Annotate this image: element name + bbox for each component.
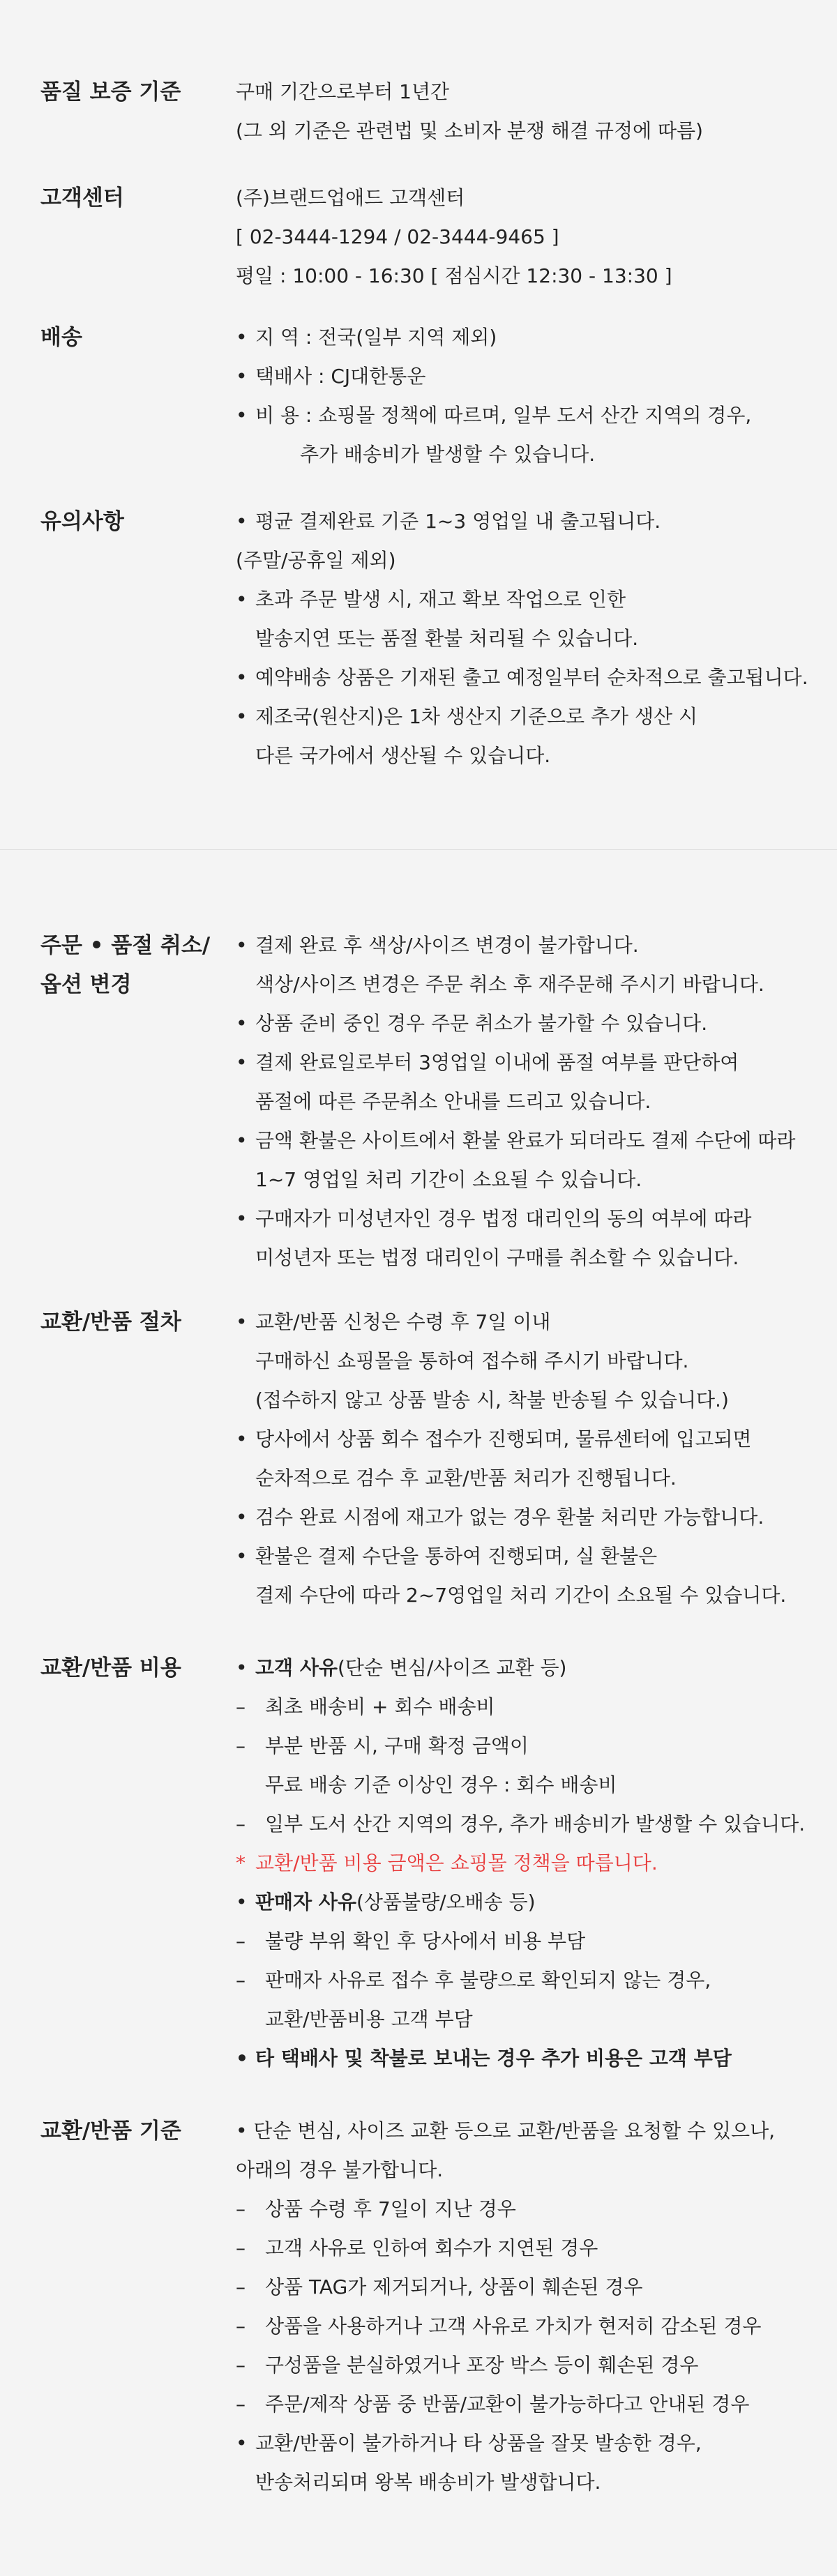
list-item-text: 구매자가 미성년자인 경우 법정 대리인의 동의 여부에 따라	[255, 1207, 752, 1230]
dash-item-text: 부분 반품 시, 구매 확정 금액이	[265, 1734, 529, 1757]
section-title: 유의사항	[40, 509, 124, 534]
list-item	[236, 2039, 822, 2078]
list-item-text: 결제 완료 후 색상/사이즈 변경이 불가합니다.	[255, 934, 639, 957]
dash-item	[236, 1727, 822, 1766]
section-body	[236, 1649, 822, 2078]
list-item	[236, 318, 822, 357]
list-item	[236, 1043, 822, 1082]
list-item	[236, 2112, 822, 2151]
dash-icon: –	[236, 1969, 246, 1992]
list-item-text: 당사에서 상품 회수 접수가 진행되며, 물류센터에 입고되면	[255, 1427, 752, 1450]
list-item-text: 제조국(원산지)은 1차 생산지 기준으로 추가 생산 시	[255, 705, 698, 728]
list-item	[236, 502, 822, 541]
list-item-text: 단순 변심, 사이즈 교환 등으로 교환/반품을 요청할 수 있으나,	[253, 2119, 776, 2142]
dash-item-continuation: 무료 배송 기준 이상인 경우 : 회수 배송비	[265, 1773, 617, 1796]
list-item-text: 환불은 결제 수단을 통하여 진행되며, 실 환불은	[255, 1545, 658, 1568]
list-item	[236, 1537, 822, 1576]
dash-item-text: 불량 부위 확인 후 당사에서 비용 부담	[265, 1930, 586, 1953]
bullet-icon: •	[236, 1545, 248, 1568]
cost-policy-warning	[236, 1844, 822, 1883]
list-item-text: 초과 주문 발생 시, 재고 확보 작업으로 인한	[255, 588, 626, 611]
phone-numbers: [ 02-3444-1294 / 02-3444-9465 ]	[236, 225, 559, 248]
dash-icon: –	[236, 2275, 246, 2298]
warning-text: 교환/반품 비용 금액은 쇼핑몰 정책을 따릅니다.	[255, 1851, 658, 1874]
list-item	[236, 1420, 822, 1459]
list-item-continuation: 색상/사이즈 변경은 주문 취소 후 재주문해 주시기 바랍니다.	[255, 973, 764, 996]
list-item-text: 교환/반품이 불가하거나 타 상품을 잘못 발송한 경우,	[255, 2432, 702, 2455]
bullet-icon: •	[236, 1012, 248, 1035]
dash-item-text: 구성품을 분실하였거나 포장 박스 등이 훼손된 경우	[265, 2354, 699, 2377]
dash-item-text: 상품을 사용하거나 고객 사유로 가치가 현저히 감소된 경우	[265, 2314, 762, 2338]
dash-icon: –	[236, 2354, 246, 2377]
dash-icon: –	[236, 2236, 246, 2259]
dash-item	[236, 2385, 822, 2424]
bullet-icon: •	[236, 934, 248, 957]
section-body	[236, 1303, 822, 1615]
list-item-continuation: 품절에 따른 주문취소 안내를 드리고 있습니다.	[255, 1090, 651, 1113]
list-item-text: 상품 준비 중인 경우 주문 취소가 불가할 수 있습니다.	[255, 1012, 708, 1035]
section-body	[236, 926, 822, 1278]
bullet-icon: •	[236, 404, 248, 427]
dash-item-text: 상품 TAG가 제거되거나, 상품이 훼손된 경우	[265, 2275, 643, 2298]
seller-reason-label: 판매자 사유	[255, 1891, 356, 1914]
list-item-continuation: 반송처리되며 왕복 배송비가 발생합니다.	[255, 2471, 601, 2494]
bullet-icon: •	[236, 1656, 248, 1679]
bullet-icon: •	[236, 588, 248, 611]
dash-icon: –	[236, 1812, 246, 1835]
list-item-text: 비 용 : 쇼핑몰 정책에 따르며, 일부 도서 산간 지역의 경우,	[255, 404, 752, 427]
bullet-icon: •	[236, 666, 248, 689]
section-body	[236, 73, 822, 151]
section-title: 고객센터	[40, 185, 124, 211]
list-item-continuation: 결제 수단에 따라 2~7영업일 처리 기간이 소요될 수 있습니다.	[255, 1584, 787, 1607]
dash-icon: –	[236, 2314, 246, 2338]
dash-icon: –	[236, 1734, 246, 1757]
section-title: 교환/반품 기준	[40, 2119, 181, 2144]
dash-item-text: 고객 사유로 인하여 회수가 지연된 경우	[265, 2236, 598, 2259]
section-body	[236, 318, 822, 474]
list-item	[236, 1121, 822, 1160]
list-item-text: 지 역 : 전국(일부 지역 제외)	[255, 326, 497, 349]
bullet-icon: •	[236, 1051, 248, 1074]
section-body	[236, 502, 822, 775]
bullet-icon: •	[236, 1506, 248, 1529]
list-item	[236, 1649, 822, 1688]
dash-item-text: 상품 수령 후 7일이 지난 경우	[265, 2197, 516, 2220]
dash-icon: –	[236, 2393, 246, 2416]
dash-item	[236, 2268, 822, 2307]
dash-item	[236, 1688, 822, 1727]
dash-icon: –	[236, 2197, 246, 2220]
list-item-text: 택배사 : CJ대한통운	[255, 365, 426, 388]
bullet-icon: •	[236, 2119, 248, 2142]
text-line: 구매 기간으로부터 1년간	[236, 80, 450, 103]
asterisk-icon: *	[236, 1851, 246, 1874]
dash-item-text: 일부 도서 산간 지역의 경우, 추가 배송비가 발생할 수 있습니다.	[265, 1812, 806, 1835]
dash-item	[236, 2307, 822, 2346]
section-body	[236, 2112, 822, 2502]
dash-item	[236, 2346, 822, 2385]
list-item-continuation: 다른 국가에서 생산될 수 있습니다.	[255, 744, 551, 767]
list-item	[236, 357, 822, 396]
bullet-icon: •	[236, 326, 248, 349]
text-line: (주)브랜드업애드 고객센터	[236, 186, 465, 209]
section-title: 배송	[40, 325, 82, 350]
dash-item	[236, 1961, 822, 2000]
list-item-text: 교환/반품 신청은 수령 후 7일 이내	[255, 1310, 551, 1333]
seller-reason-detail: (상품불량/오배송 등)	[356, 1891, 536, 1914]
list-item-note: (주말/공휴일 제외)	[236, 549, 396, 572]
list-item	[236, 580, 822, 619]
list-item-continuation: 추가 배송비가 발생할 수 있습니다.	[300, 443, 596, 466]
list-item	[236, 396, 822, 435]
dash-item-text: 주문/제작 상품 중 반품/교환이 불가능하다고 안내된 경우	[265, 2393, 750, 2416]
bullet-icon: •	[236, 510, 248, 533]
list-item-text: 검수 완료 시점에 재고가 없는 경우 환불 처리만 가능합니다.	[255, 1506, 764, 1529]
bullet-icon: •	[236, 1207, 248, 1230]
list-item	[236, 1498, 822, 1537]
bullet-icon: •	[236, 2432, 248, 2455]
business-hours: 평일 : 10:00 - 16:30 [ 점심시간 12:30 - 13:30 ]	[236, 264, 672, 287]
customer-reason-detail: (단순 변심/사이즈 교환 등)	[337, 1656, 567, 1679]
list-item-text: 결제 완료일로부터 3영업일 이내에 품절 여부를 판단하여	[255, 1051, 739, 1074]
dash-item	[236, 1805, 822, 1844]
list-item-continuation: 순차적으로 검수 후 교환/반품 처리가 진행됩니다.	[255, 1467, 677, 1490]
bullet-icon: •	[236, 705, 248, 728]
list-item-continuation: 1~7 영업일 처리 기간이 소요될 수 있습니다.	[255, 1168, 642, 1191]
list-item	[236, 1004, 822, 1043]
customer-reason-label: 고객 사유	[255, 1656, 338, 1679]
dash-item-text: 최초 배송비 + 회수 배송비	[265, 1695, 495, 1718]
list-item-continuation: 발송지연 또는 품절 환불 처리될 수 있습니다.	[255, 627, 639, 650]
dash-item	[236, 1922, 822, 1961]
dash-item	[236, 2229, 822, 2268]
dash-icon: –	[236, 1695, 246, 1718]
list-item	[236, 697, 822, 736]
section-title: 품질 보증 기준	[40, 79, 181, 105]
list-item	[236, 1303, 822, 1342]
bullet-icon: •	[236, 1129, 248, 1152]
section-title: 주문 • 품절 취소/ 옵션 변경	[40, 933, 211, 997]
list-item	[236, 1199, 822, 1238]
list-item-continuation: 구매하신 쇼핑몰을 통하여 접수해 주시기 바랍니다.	[255, 1349, 689, 1372]
section-title: 교환/반품 비용	[40, 1656, 181, 1681]
dash-item-continuation: 교환/반품비용 고객 부담	[265, 2008, 473, 2031]
section-title: 교환/반품 절차	[40, 1310, 181, 1335]
section-body	[236, 179, 822, 296]
list-item-continuation: 미성년자 또는 법정 대리인이 구매를 취소할 수 있습니다.	[255, 1246, 739, 1269]
bullet-icon: •	[236, 1891, 248, 1914]
list-item-text: 금액 환불은 사이트에서 환불 완료가 되더라도 결제 수단에 따라	[255, 1129, 796, 1152]
list-item-text: 예약배송 상품은 기재된 출고 예정일부터 순차적으로 출고됩니다.	[255, 666, 808, 689]
dash-item	[236, 2190, 822, 2229]
bullet-icon: •	[236, 1310, 248, 1333]
list-item-text: 평균 결제완료 기준 1~3 영업일 내 출고됩니다.	[255, 510, 661, 533]
list-item-continuation: (접수하지 않고 상품 발송 시, 착불 반송될 수 있습니다.)	[255, 1388, 729, 1411]
dash-item-text: 판매자 사유로 접수 후 불량으로 확인되지 않는 경우,	[265, 1969, 711, 1992]
list-item	[236, 926, 822, 965]
list-item-text: 타 택배사 및 착불로 보내는 경우 추가 비용은 고객 부담	[255, 2047, 732, 2070]
list-item	[236, 658, 822, 697]
bullet-icon: •	[236, 2047, 248, 2070]
list-item	[236, 2424, 822, 2463]
dash-icon: –	[236, 1930, 246, 1953]
list-item	[236, 1883, 822, 1922]
list-item-note: 아래의 경우 불가합니다.	[236, 2158, 444, 2181]
bullet-icon: •	[236, 365, 248, 388]
bullet-icon: •	[236, 1427, 248, 1450]
text-line: (그 외 기준은 관련법 및 소비자 분쟁 해결 규정에 따름)	[236, 119, 703, 142]
